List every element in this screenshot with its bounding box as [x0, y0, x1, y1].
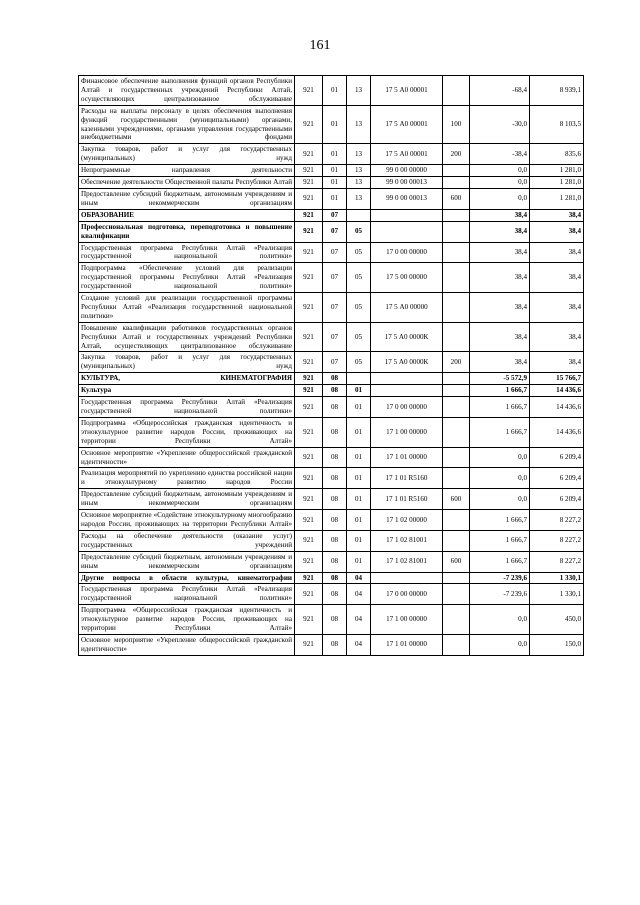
- table-row: [79, 572, 584, 584]
- glava-cell: 921: [295, 397, 323, 418]
- total-amount-cell: 8 227,2: [530, 510, 584, 531]
- razdel-cell: 07: [323, 293, 347, 323]
- razdel-cell: 07: [323, 221, 347, 242]
- razdel-cell: 01: [323, 144, 347, 165]
- glava-cell: 921: [295, 605, 323, 635]
- table-row: [79, 221, 584, 242]
- row-name-cell: КУЛЬТУРА, КИНЕМАТОГРАФИЯ: [79, 373, 295, 385]
- change-amount-cell: 1 666,7: [470, 510, 530, 531]
- table-row: [79, 352, 584, 373]
- razdel-cell: 08: [323, 447, 347, 468]
- expense-type-cell: [443, 510, 470, 531]
- total-amount-cell: 38,4: [530, 221, 584, 242]
- table-row: [79, 165, 584, 177]
- razdel-cell: 08: [323, 489, 347, 510]
- podrazdel-cell: 05: [347, 322, 371, 352]
- razdel-cell: 07: [323, 322, 347, 352]
- change-amount-cell: 38,4: [470, 293, 530, 323]
- glava-cell: 921: [295, 322, 323, 352]
- change-amount-cell: 0,0: [470, 177, 530, 189]
- table-row: [79, 76, 584, 106]
- podrazdel-cell: 13: [347, 144, 371, 165]
- podrazdel-cell: 01: [347, 510, 371, 531]
- row-name-cell: Финансовое обеспечение выполнения функций органов Республики Алтай и государственных учреждений Республики Алтай, осуществляющих централизованное обслуживание: [79, 76, 295, 106]
- razdel-cell: 01: [323, 177, 347, 189]
- expense-type-cell: [443, 468, 470, 489]
- total-amount-cell: 6 209,4: [530, 447, 584, 468]
- podrazdel-cell: [347, 373, 371, 385]
- row-name-cell: Государственная программа Республики Алтай «Реализация государственной национальной политики»: [79, 584, 295, 605]
- razdel-cell: 01: [323, 165, 347, 177]
- table-row: [79, 489, 584, 510]
- glava-cell: 921: [295, 530, 323, 551]
- expense-type-cell: [443, 634, 470, 655]
- table-row: [79, 105, 584, 144]
- podrazdel-cell: 05: [347, 293, 371, 323]
- expense-type-cell: [443, 263, 470, 293]
- row-name-cell: Создание условий для реализации государственной программы Республики Алтай «Реализация государственной национальной политики»: [79, 293, 295, 323]
- podrazdel-cell: 05: [347, 352, 371, 373]
- table-row: [79, 634, 584, 655]
- expense-type-cell: [443, 572, 470, 584]
- change-amount-cell: 1 666,7: [470, 385, 530, 397]
- change-amount-cell: -30,0: [470, 105, 530, 144]
- glava-cell: 921: [295, 352, 323, 373]
- target-article-cell: 17 5 А0 0000К: [371, 352, 443, 373]
- target-article-cell: [371, 221, 443, 242]
- target-article-cell: [371, 385, 443, 397]
- total-amount-cell: 38,4: [530, 242, 584, 263]
- budget-table: [78, 75, 584, 656]
- table-row: [79, 209, 584, 221]
- glava-cell: 921: [295, 447, 323, 468]
- table-row: [79, 551, 584, 572]
- expense-type-cell: 600: [443, 551, 470, 572]
- podrazdel-cell: 01: [347, 417, 371, 447]
- total-amount-cell: 1 330,1: [530, 584, 584, 605]
- total-amount-cell: 450,0: [530, 605, 584, 635]
- total-amount-cell: 14 436,6: [530, 385, 584, 397]
- podrazdel-cell: 13: [347, 76, 371, 106]
- change-amount-cell: 0,0: [470, 468, 530, 489]
- row-name-cell: Основное мероприятие «Укрепление общероссийской гражданской идентичности»: [79, 634, 295, 655]
- podrazdel-cell: 04: [347, 572, 371, 584]
- row-name-cell: Подпрограмма «Общероссийская гражданская идентичность и этнокультурное развитие народов России, проживающих на территории Республики Алтай»: [79, 417, 295, 447]
- total-amount-cell: 14 436,6: [530, 417, 584, 447]
- razdel-cell: 01: [323, 76, 347, 106]
- expense-type-cell: 200: [443, 352, 470, 373]
- podrazdel-cell: 05: [347, 221, 371, 242]
- change-amount-cell: -7 239,6: [470, 572, 530, 584]
- podrazdel-cell: 04: [347, 634, 371, 655]
- target-article-cell: 17 1 02 00000: [371, 510, 443, 531]
- change-amount-cell: 0,0: [470, 489, 530, 510]
- total-amount-cell: 38,4: [530, 352, 584, 373]
- change-amount-cell: -7 239,6: [470, 584, 530, 605]
- razdel-cell: 08: [323, 510, 347, 531]
- target-article-cell: 99 0 00 00013: [371, 188, 443, 209]
- target-article-cell: 17 1 00 00000: [371, 417, 443, 447]
- table-row: [79, 263, 584, 293]
- expense-type-cell: [443, 530, 470, 551]
- target-article-cell: 17 1 02 81001: [371, 551, 443, 572]
- total-amount-cell: 38,4: [530, 263, 584, 293]
- total-amount-cell: 835,6: [530, 144, 584, 165]
- glava-cell: 921: [295, 373, 323, 385]
- expense-type-cell: [443, 322, 470, 352]
- target-article-cell: [371, 572, 443, 584]
- row-name-cell: Предоставление субсидий бюджетным, автономным учреждениям и иным некоммерческим организациям: [79, 188, 295, 209]
- row-name-cell: Обеспечение деятельности Общественной палаты Республики Алтай: [79, 177, 295, 189]
- glava-cell: 921: [295, 165, 323, 177]
- podrazdel-cell: 04: [347, 584, 371, 605]
- glava-cell: 921: [295, 634, 323, 655]
- target-article-cell: 17 1 01 R5160: [371, 468, 443, 489]
- total-amount-cell: 8 103,5: [530, 105, 584, 144]
- table-row: [79, 385, 584, 397]
- target-article-cell: 17 1 00 00000: [371, 605, 443, 635]
- glava-cell: 921: [295, 385, 323, 397]
- row-name-cell: Расходы на выплаты персоналу в целях обеспечения выполнения функций государственными (муниципальными) органами, казенными учреждениями, органами управления государственными внебюджетными фондами: [79, 105, 295, 144]
- table-row: [79, 188, 584, 209]
- glava-cell: 921: [295, 489, 323, 510]
- razdel-cell: 07: [323, 352, 347, 373]
- row-name-cell: Предоставление субсидий бюджетным, автономным учреждениям и иным некоммерческим организациям: [79, 489, 295, 510]
- change-amount-cell: 1 666,7: [470, 551, 530, 572]
- razdel-cell: 08: [323, 572, 347, 584]
- row-name-cell: Реализация мероприятий по укреплению единства российской нации и этнокультурному развитию народов России: [79, 468, 295, 489]
- target-article-cell: 99 0 00 00000: [371, 165, 443, 177]
- expense-type-cell: [443, 242, 470, 263]
- target-article-cell: [371, 209, 443, 221]
- glava-cell: 921: [295, 144, 323, 165]
- change-amount-cell: 1 666,7: [470, 397, 530, 418]
- glava-cell: 921: [295, 584, 323, 605]
- total-amount-cell: 15 766,7: [530, 373, 584, 385]
- change-amount-cell: 38,4: [470, 322, 530, 352]
- target-article-cell: 99 0 00 00013: [371, 177, 443, 189]
- razdel-cell: 01: [323, 188, 347, 209]
- expense-type-cell: [443, 385, 470, 397]
- razdel-cell: 08: [323, 397, 347, 418]
- table-row: [79, 530, 584, 551]
- row-name-cell: Расходы на обеспечение деятельности (оказание услуг) государственных учреждений: [79, 530, 295, 551]
- row-name-cell: Другие вопросы в области культуры, кинематографии: [79, 572, 295, 584]
- razdel-cell: 08: [323, 551, 347, 572]
- glava-cell: 921: [295, 293, 323, 323]
- row-name-cell: Непрограммные направления деятельности: [79, 165, 295, 177]
- podrazdel-cell: 01: [347, 468, 371, 489]
- razdel-cell: 08: [323, 584, 347, 605]
- podrazdel-cell: 13: [347, 105, 371, 144]
- row-name-cell: Основное мероприятие «Содействие этнокультурному многообразию народов России, проживающих на территории Республики Алтай»: [79, 510, 295, 531]
- razdel-cell: 07: [323, 242, 347, 263]
- razdel-cell: 08: [323, 417, 347, 447]
- podrazdel-cell: 01: [347, 551, 371, 572]
- table-row: [79, 397, 584, 418]
- table-row: [79, 293, 584, 323]
- change-amount-cell: 0,0: [470, 165, 530, 177]
- glava-cell: 921: [295, 551, 323, 572]
- total-amount-cell: 38,4: [530, 293, 584, 323]
- podrazdel-cell: 13: [347, 188, 371, 209]
- glava-cell: 921: [295, 76, 323, 106]
- row-name-cell: Государственная программа Республики Алтай «Реализация государственной национальной политики»: [79, 242, 295, 263]
- change-amount-cell: 38,4: [470, 242, 530, 263]
- target-article-cell: 17 1 01 R5160: [371, 489, 443, 510]
- podrazdel-cell: 05: [347, 242, 371, 263]
- total-amount-cell: 8 227,2: [530, 551, 584, 572]
- expense-type-cell: 200: [443, 144, 470, 165]
- podrazdel-cell: 01: [347, 385, 371, 397]
- change-amount-cell: 0,0: [470, 188, 530, 209]
- target-article-cell: 17 1 01 00000: [371, 634, 443, 655]
- podrazdel-cell: 05: [347, 263, 371, 293]
- table-row: [79, 144, 584, 165]
- razdel-cell: 08: [323, 530, 347, 551]
- podrazdel-cell: 01: [347, 530, 371, 551]
- target-article-cell: 17 1 01 00000: [371, 447, 443, 468]
- change-amount-cell: 38,4: [470, 209, 530, 221]
- podrazdel-cell: [347, 209, 371, 221]
- change-amount-cell: -68,4: [470, 76, 530, 106]
- target-article-cell: 17 5 А0 00001: [371, 105, 443, 144]
- glava-cell: 921: [295, 417, 323, 447]
- podrazdel-cell: 13: [347, 165, 371, 177]
- row-name-cell: Закупка товаров, работ и услуг для государственных (муниципальных) нужд: [79, 144, 295, 165]
- change-amount-cell: -5 572,9: [470, 373, 530, 385]
- row-name-cell: Подпрограмма «Обеспечение условий для реализации государственной программы Республики Алтай «Реализация государственной национальной политики»: [79, 263, 295, 293]
- row-name-cell: Государственная программа Республики Алтай «Реализация государственной национальной политики»: [79, 397, 295, 418]
- expense-type-cell: 600: [443, 188, 470, 209]
- change-amount-cell: 38,4: [470, 221, 530, 242]
- table-row: [79, 584, 584, 605]
- expense-type-cell: 100: [443, 105, 470, 144]
- total-amount-cell: 14 436,6: [530, 397, 584, 418]
- table-row: [79, 417, 584, 447]
- total-amount-cell: 1 281,0: [530, 177, 584, 189]
- total-amount-cell: 1 281,0: [530, 165, 584, 177]
- glava-cell: 921: [295, 468, 323, 489]
- expense-type-cell: [443, 209, 470, 221]
- razdel-cell: 08: [323, 385, 347, 397]
- razdel-cell: 08: [323, 373, 347, 385]
- glava-cell: 921: [295, 221, 323, 242]
- total-amount-cell: 1 281,0: [530, 188, 584, 209]
- change-amount-cell: 1 666,7: [470, 417, 530, 447]
- podrazdel-cell: 04: [347, 605, 371, 635]
- expense-type-cell: [443, 165, 470, 177]
- total-amount-cell: 8 227,2: [530, 530, 584, 551]
- total-amount-cell: 1 330,1: [530, 572, 584, 584]
- razdel-cell: 08: [323, 605, 347, 635]
- expense-type-cell: [443, 177, 470, 189]
- table-row: [79, 322, 584, 352]
- razdel-cell: 01: [323, 105, 347, 144]
- expense-type-cell: 600: [443, 489, 470, 510]
- total-amount-cell: 150,0: [530, 634, 584, 655]
- target-article-cell: 17 0 00 00000: [371, 584, 443, 605]
- change-amount-cell: 38,4: [470, 263, 530, 293]
- total-amount-cell: 38,4: [530, 322, 584, 352]
- glava-cell: 921: [295, 209, 323, 221]
- total-amount-cell: 6 209,4: [530, 489, 584, 510]
- glava-cell: 921: [295, 510, 323, 531]
- glava-cell: 921: [295, 242, 323, 263]
- target-article-cell: 17 5 А0 00001: [371, 144, 443, 165]
- table-row: [79, 242, 584, 263]
- razdel-cell: 08: [323, 468, 347, 489]
- row-name-cell: Подпрограмма «Общероссийская гражданская идентичность и этнокультурное развитие народов России, проживающих на территории Республики Алтай»: [79, 605, 295, 635]
- change-amount-cell: 38,4: [470, 352, 530, 373]
- row-name-cell: Предоставление субсидий бюджетным, автономным учреждениям и иным некоммерческим организациям: [79, 551, 295, 572]
- razdel-cell: 07: [323, 263, 347, 293]
- expense-type-cell: [443, 76, 470, 106]
- razdel-cell: 07: [323, 209, 347, 221]
- total-amount-cell: 6 209,4: [530, 468, 584, 489]
- target-article-cell: 17 5 А0 00000: [371, 293, 443, 323]
- change-amount-cell: 0,0: [470, 634, 530, 655]
- expense-type-cell: [443, 447, 470, 468]
- expense-type-cell: [443, 293, 470, 323]
- target-article-cell: 17 1 02 81001: [371, 530, 443, 551]
- row-name-cell: ОБРАЗОВАНИЕ: [79, 209, 295, 221]
- expense-type-cell: [443, 373, 470, 385]
- expense-type-cell: [443, 417, 470, 447]
- target-article-cell: [371, 373, 443, 385]
- expense-type-cell: [443, 605, 470, 635]
- expense-type-cell: [443, 221, 470, 242]
- table-row: [79, 447, 584, 468]
- glava-cell: 921: [295, 177, 323, 189]
- podrazdel-cell: 01: [347, 489, 371, 510]
- row-name-cell: Культура: [79, 385, 295, 397]
- glava-cell: 921: [295, 572, 323, 584]
- target-article-cell: 17 5 00 00000: [371, 263, 443, 293]
- change-amount-cell: 0,0: [470, 447, 530, 468]
- change-amount-cell: 1 666,7: [470, 530, 530, 551]
- expense-type-cell: [443, 584, 470, 605]
- row-name-cell: Закупка товаров, работ и услуг для государственных (муниципальных) нужд: [79, 352, 295, 373]
- podrazdel-cell: 01: [347, 397, 371, 418]
- table-row: [79, 605, 584, 635]
- page-number: 161: [309, 38, 331, 53]
- glava-cell: 921: [295, 105, 323, 144]
- target-article-cell: 17 5 А0 00001: [371, 76, 443, 106]
- podrazdel-cell: 13: [347, 177, 371, 189]
- table-row: [79, 468, 584, 489]
- expense-type-cell: [443, 397, 470, 418]
- row-name-cell: Профессиональная подготовка, переподготовка и повышение квалификации: [79, 221, 295, 242]
- razdel-cell: 08: [323, 634, 347, 655]
- total-amount-cell: 8 939,1: [530, 76, 584, 106]
- table-row: [79, 510, 584, 531]
- target-article-cell: 17 0 00 00000: [371, 242, 443, 263]
- target-article-cell: 17 0 00 00000: [371, 397, 443, 418]
- target-article-cell: 17 5 А0 0000К: [371, 322, 443, 352]
- row-name-cell: Повышение квалификации работников государственных органов Республики Алтай и государственных учреждений Республики Алтай, осуществляющих централизованное обслуживание: [79, 322, 295, 352]
- row-name-cell: Основное мероприятие «Укрепление общероссийской гражданской идентичности»: [79, 447, 295, 468]
- change-amount-cell: 0,0: [470, 605, 530, 635]
- glava-cell: 921: [295, 188, 323, 209]
- podrazdel-cell: 01: [347, 447, 371, 468]
- budget-table-body: [79, 76, 584, 656]
- table-row: [79, 373, 584, 385]
- total-amount-cell: 38,4: [530, 209, 584, 221]
- change-amount-cell: -38,4: [470, 144, 530, 165]
- table-row: [79, 177, 584, 189]
- glava-cell: 921: [295, 263, 323, 293]
